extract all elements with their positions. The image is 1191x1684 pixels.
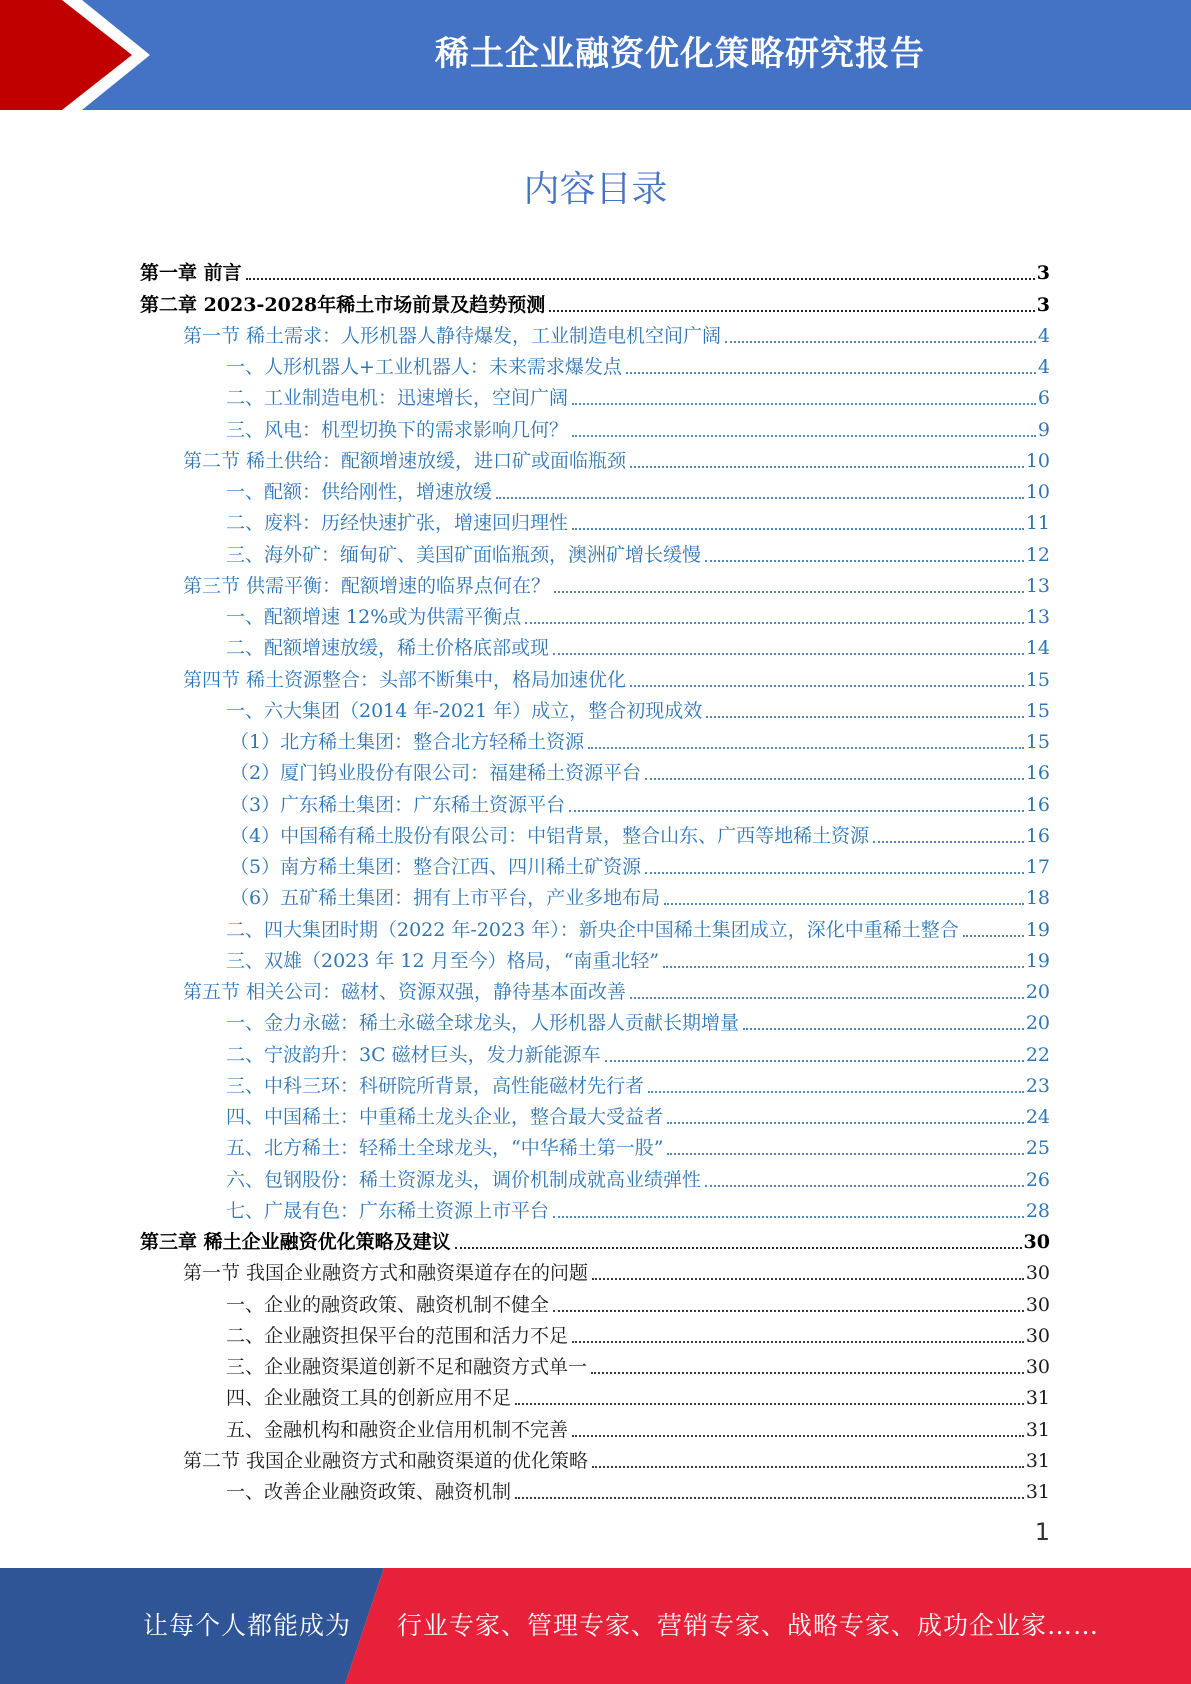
toc-leader-dots xyxy=(549,310,1035,312)
toc-entry-title: 一、人形机器人+工业机器人：未来需求爆发点 xyxy=(226,356,622,378)
toc-entry-title: 四、企业融资工具的创新应用不足 xyxy=(226,1387,512,1410)
toc-entry-page: 15 xyxy=(1025,731,1050,753)
toc-entry[interactable] xyxy=(140,722,1050,753)
toc-entry[interactable] xyxy=(140,691,1050,722)
toc-leader-dots xyxy=(667,1153,1023,1155)
toc-entry[interactable] xyxy=(140,316,1050,347)
toc-entry[interactable] xyxy=(140,534,1050,565)
toc-entry-title: 三、中科三环：科研院所背景，高性能磁材先行者 xyxy=(226,1074,645,1097)
toc-entry-page: 23 xyxy=(1025,1074,1050,1097)
toc-entry[interactable] xyxy=(140,1253,1050,1284)
toc-entry-page: 10 xyxy=(1025,481,1050,503)
toc-leader-dots xyxy=(572,435,1036,437)
toc-entry-title: 二、企业融资担保平台的范围和活力不足 xyxy=(226,1324,569,1347)
toc-leader-dots xyxy=(553,1310,1024,1312)
toc-leader-dots xyxy=(496,497,1024,499)
toc-leader-dots xyxy=(591,1372,1024,1374)
toc-entry[interactable] xyxy=(140,1128,1050,1159)
toc-leader-dots xyxy=(572,1435,1024,1437)
toc-entry[interactable] xyxy=(140,1222,1050,1253)
toc-leader-dots xyxy=(569,810,1024,812)
toc-entry-page: 25 xyxy=(1025,1137,1050,1160)
toc-entry-title: 一、企业的融资政策、融资机制不健全 xyxy=(226,1293,550,1316)
header-band xyxy=(0,0,1191,110)
toc-entry-title: 第三章 稀土企业融资优化策略及建议 xyxy=(140,1231,451,1253)
toc-leader-dots xyxy=(572,1341,1024,1343)
toc-entry[interactable] xyxy=(140,409,1050,440)
toc-entry-title: 四、中国稀土：中重稀土龙头企业，整合最大受益者 xyxy=(226,1106,664,1128)
toc-leader-dots xyxy=(705,1185,1024,1187)
toc-entry-title: （4）中国稀有稀土股份有限公司：中铝背景，整合山东、广西等地稀土资源 xyxy=(230,824,870,847)
toc-entry-title: 七、广晟有色：广东稀土资源上市平台 xyxy=(226,1199,550,1222)
toc-entry[interactable] xyxy=(140,1316,1050,1347)
toc-entry-page: 30 xyxy=(1023,1231,1050,1253)
toc-entry[interactable] xyxy=(140,284,1050,315)
toc-entry-page: 31 xyxy=(1025,1481,1050,1503)
toc-entry-page: 16 xyxy=(1025,793,1050,816)
toc-entry-title: 第四节 稀土资源整合：头部不断集中，格局加速优化 xyxy=(183,668,627,691)
toc-entry-page: 12 xyxy=(1025,543,1050,566)
toc-leader-dots xyxy=(645,872,1024,874)
toc-entry-page: 10 xyxy=(1025,449,1050,472)
toc-leader-dots xyxy=(572,528,1024,530)
toc-leader-dots xyxy=(553,1216,1024,1218)
toc-entry-title: 二、配额增速放缓，稀土价格底部或现 xyxy=(226,637,550,660)
toc-entry-title: 二、四大集团时期（2022 年-2023 年）：新央企中国稀土集团成立，深化中重稀土整合 xyxy=(226,918,959,941)
toc-entry-title: 一、六大集团（2014 年-2021 年）成立，整合初现成效 xyxy=(226,699,703,722)
toc-entry-page: 18 xyxy=(1025,887,1050,910)
toc-entry-title: （3）广东稀土集团：广东稀土资源平台 xyxy=(230,793,566,816)
table-of-contents xyxy=(140,253,1050,1503)
toc-entry[interactable] xyxy=(140,472,1050,503)
toc-entry-title: 第一节 我国企业融资方式和融资渠道存在的问题 xyxy=(183,1262,589,1285)
toc-entry-page: 3 xyxy=(1036,262,1050,285)
toc-leader-dots xyxy=(645,778,1024,780)
toc-entry-title: 二、废料：历经快速扩张，增速回归理性 xyxy=(226,512,569,535)
toc-entry-title: 第一节 稀土需求：人形机器人静待爆发，工业制造电机空间广阔 xyxy=(183,324,722,347)
toc-entry-title: 一、配额：供给刚性，增速放缓 xyxy=(226,481,493,503)
toc-entry[interactable] xyxy=(140,378,1050,409)
toc-entry-page: 19 xyxy=(1025,949,1050,972)
toc-entry-page: 30 xyxy=(1025,1356,1050,1378)
toc-entry-title: 第二节 我国企业融资方式和融资渠道的优化策略 xyxy=(183,1449,589,1472)
toc-leader-dots xyxy=(630,997,1024,999)
toc-leader-dots xyxy=(246,278,1035,280)
toc-entry[interactable] xyxy=(140,659,1050,690)
toc-entry-page: 30 xyxy=(1025,1293,1050,1316)
toc-entry-page: 6 xyxy=(1037,387,1050,410)
toc-leader-dots xyxy=(605,1060,1024,1062)
toc-entry[interactable] xyxy=(140,878,1050,909)
toc-entry-title: 三、双雄（2023 年 12 月至今）格局，“南重北轻” xyxy=(226,949,660,972)
toc-entry-title: （6）五矿稀土集团：拥有上市平台，产业多地布局 xyxy=(230,887,661,910)
toc-leader-dots xyxy=(553,653,1024,655)
toc-entry[interactable] xyxy=(140,784,1050,815)
toc-entry-title: 二、工业制造电机：迅速增长，空间广阔 xyxy=(226,387,569,410)
toc-entry[interactable] xyxy=(140,1472,1050,1503)
toc-entry-page: 31 xyxy=(1025,1449,1050,1472)
toc-entry[interactable] xyxy=(140,1409,1050,1440)
toc-entry-title: 一、改善企业融资政策、融资机制 xyxy=(226,1481,512,1503)
toc-entry-page: 15 xyxy=(1025,699,1050,722)
toc-entry-page: 13 xyxy=(1025,574,1050,597)
toc-entry[interactable] xyxy=(140,1066,1050,1097)
toc-entry-title: 一、配额增速 12%或为供需平衡点 xyxy=(226,606,522,628)
toc-entry-title: 五、金融机构和融资企业信用机制不完善 xyxy=(226,1418,569,1441)
toc-entry[interactable] xyxy=(140,1347,1050,1378)
toc-entry-title: 第二章 2023-2028年稀土市场前景及趋势预测 xyxy=(140,293,546,316)
toc-entry[interactable] xyxy=(140,847,1050,878)
toc-entry-page: 31 xyxy=(1025,1418,1050,1441)
toc-leader-dots xyxy=(706,716,1024,718)
toc-entry-title: 二、宁波韵升：3C 磁材巨头，发力新能源车 xyxy=(226,1043,601,1066)
toc-entry[interactable] xyxy=(140,909,1050,940)
toc-leader-dots xyxy=(630,685,1024,687)
toc-entry-title: 第二节 稀土供给：配额增速放缓，进口矿或面临瓶颈 xyxy=(183,449,627,472)
toc-entry-page: 16 xyxy=(1025,762,1050,785)
toc-entry-page: 11 xyxy=(1025,512,1050,535)
toc-entry-page: 20 xyxy=(1025,981,1050,1003)
toc-entry[interactable] xyxy=(140,441,1050,472)
toc-entry-page: 14 xyxy=(1025,637,1050,660)
toc-entry[interactable] xyxy=(140,1378,1050,1409)
toc-entry[interactable] xyxy=(140,347,1050,378)
toc-entry-page: 22 xyxy=(1025,1043,1050,1066)
toc-leader-dots xyxy=(515,1497,1024,1499)
toc-leader-dots xyxy=(663,966,1024,968)
toc-entry[interactable] xyxy=(140,1003,1050,1034)
toc-entry[interactable] xyxy=(140,753,1050,784)
toc-leader-dots xyxy=(725,341,1036,343)
toc-leader-dots xyxy=(455,1247,1022,1249)
toc-leader-dots xyxy=(705,560,1024,562)
toc-leader-dots xyxy=(743,1028,1024,1030)
toc-entry-title: 第五节 相关公司：磁材、资源双强，静待基本面改善 xyxy=(183,981,627,1003)
toc-entry[interactable] xyxy=(140,597,1050,628)
toc-leader-dots xyxy=(630,466,1024,468)
toc-entry-page: 17 xyxy=(1025,856,1050,878)
toc-entry-page: 20 xyxy=(1025,1012,1050,1035)
toc-leader-dots xyxy=(592,1466,1024,1468)
toc-entry[interactable] xyxy=(140,566,1050,597)
toc-leader-dots xyxy=(554,591,1024,593)
page-number: 1 xyxy=(1034,1518,1050,1546)
toc-leader-dots xyxy=(963,935,1024,937)
toc-leader-dots xyxy=(588,747,1024,749)
toc-entry-title: 五、北方稀土：轻稀土全球龙头，“中华稀土第一股” xyxy=(226,1137,664,1160)
toc-entry-page: 4 xyxy=(1037,324,1050,347)
toc-entry-title: 第三节 供需平衡：配额增速的临界点何在？ xyxy=(183,574,551,597)
toc-entry-page: 13 xyxy=(1025,606,1050,628)
toc-entry[interactable] xyxy=(140,1284,1050,1315)
report-title: 稀土企业融资优化策略研究报告 xyxy=(435,34,925,74)
toc-entry-title: 第一章 前言 xyxy=(140,262,242,285)
toc-entry-page: 28 xyxy=(1025,1199,1050,1222)
toc-entry-page: 16 xyxy=(1025,824,1050,847)
footer-slogan-right: 行业专家、管理专家、营销专家、战略专家、成功企业家…… xyxy=(397,1611,1100,1640)
toc-entry-page: 30 xyxy=(1025,1262,1050,1285)
footer-slogan-left: 让每个人都能成为 xyxy=(143,1611,352,1640)
toc-entry-title: 三、风电：机型切换下的需求影响几何？ xyxy=(226,418,569,441)
toc-entry[interactable] xyxy=(140,1441,1050,1472)
toc-entry-page: 4 xyxy=(1037,356,1050,378)
toc-entry-page: 30 xyxy=(1025,1324,1050,1347)
toc-entry-title: 三、海外矿：缅甸矿、美国矿面临瓶颈，澳洲矿增长缓慢 xyxy=(226,543,702,566)
toc-entry-page: 9 xyxy=(1037,418,1050,441)
toc-entry-page: 15 xyxy=(1025,668,1050,691)
toc-entry-page: 31 xyxy=(1025,1387,1050,1410)
toc-entry[interactable] xyxy=(140,1097,1050,1128)
toc-entry-page: 26 xyxy=(1025,1168,1050,1191)
toc-leader-dots xyxy=(667,1122,1024,1124)
toc-leader-dots xyxy=(648,1091,1024,1093)
toc-leader-dots xyxy=(873,841,1024,843)
toc-entry-page: 19 xyxy=(1025,918,1050,941)
toc-leader-dots xyxy=(626,372,1036,374)
footer-band xyxy=(0,1568,1191,1684)
toc-leader-dots xyxy=(515,1403,1024,1405)
toc-heading: 内容目录 xyxy=(523,169,668,210)
toc-entry[interactable] xyxy=(140,816,1050,847)
toc-leader-dots xyxy=(664,903,1024,905)
toc-entry[interactable] xyxy=(140,941,1050,972)
toc-entry-page: 3 xyxy=(1036,293,1050,316)
toc-entry[interactable] xyxy=(140,253,1050,284)
toc-entry-title: 三、企业融资渠道创新不足和融资方式单一 xyxy=(226,1356,588,1378)
toc-leader-dots xyxy=(525,622,1024,624)
toc-entry[interactable] xyxy=(140,1191,1050,1222)
toc-leader-dots xyxy=(592,1278,1024,1280)
toc-entry-title: （1）北方稀土集团：整合北方轻稀土资源 xyxy=(230,731,585,753)
toc-entry[interactable] xyxy=(140,1159,1050,1190)
toc-entry-title: （2）厦门钨业股份有限公司：福建稀土资源平台 xyxy=(230,762,642,785)
toc-entry[interactable] xyxy=(140,628,1050,659)
toc-entry[interactable] xyxy=(140,503,1050,534)
toc-leader-dots xyxy=(572,403,1036,405)
toc-entry-page: 24 xyxy=(1025,1106,1050,1128)
toc-entry[interactable] xyxy=(140,1034,1050,1065)
toc-entry-title: 六、包钢股份：稀土资源龙头，调价机制成就高业绩弹性 xyxy=(226,1168,702,1191)
toc-entry-title: （5）南方稀土集团：整合江西、四川稀土矿资源 xyxy=(230,856,642,878)
toc-entry-title: 一、金力永磁：稀土永磁全球龙头，人形机器人贡献长期增量 xyxy=(226,1012,740,1035)
toc-entry[interactable] xyxy=(140,972,1050,1003)
